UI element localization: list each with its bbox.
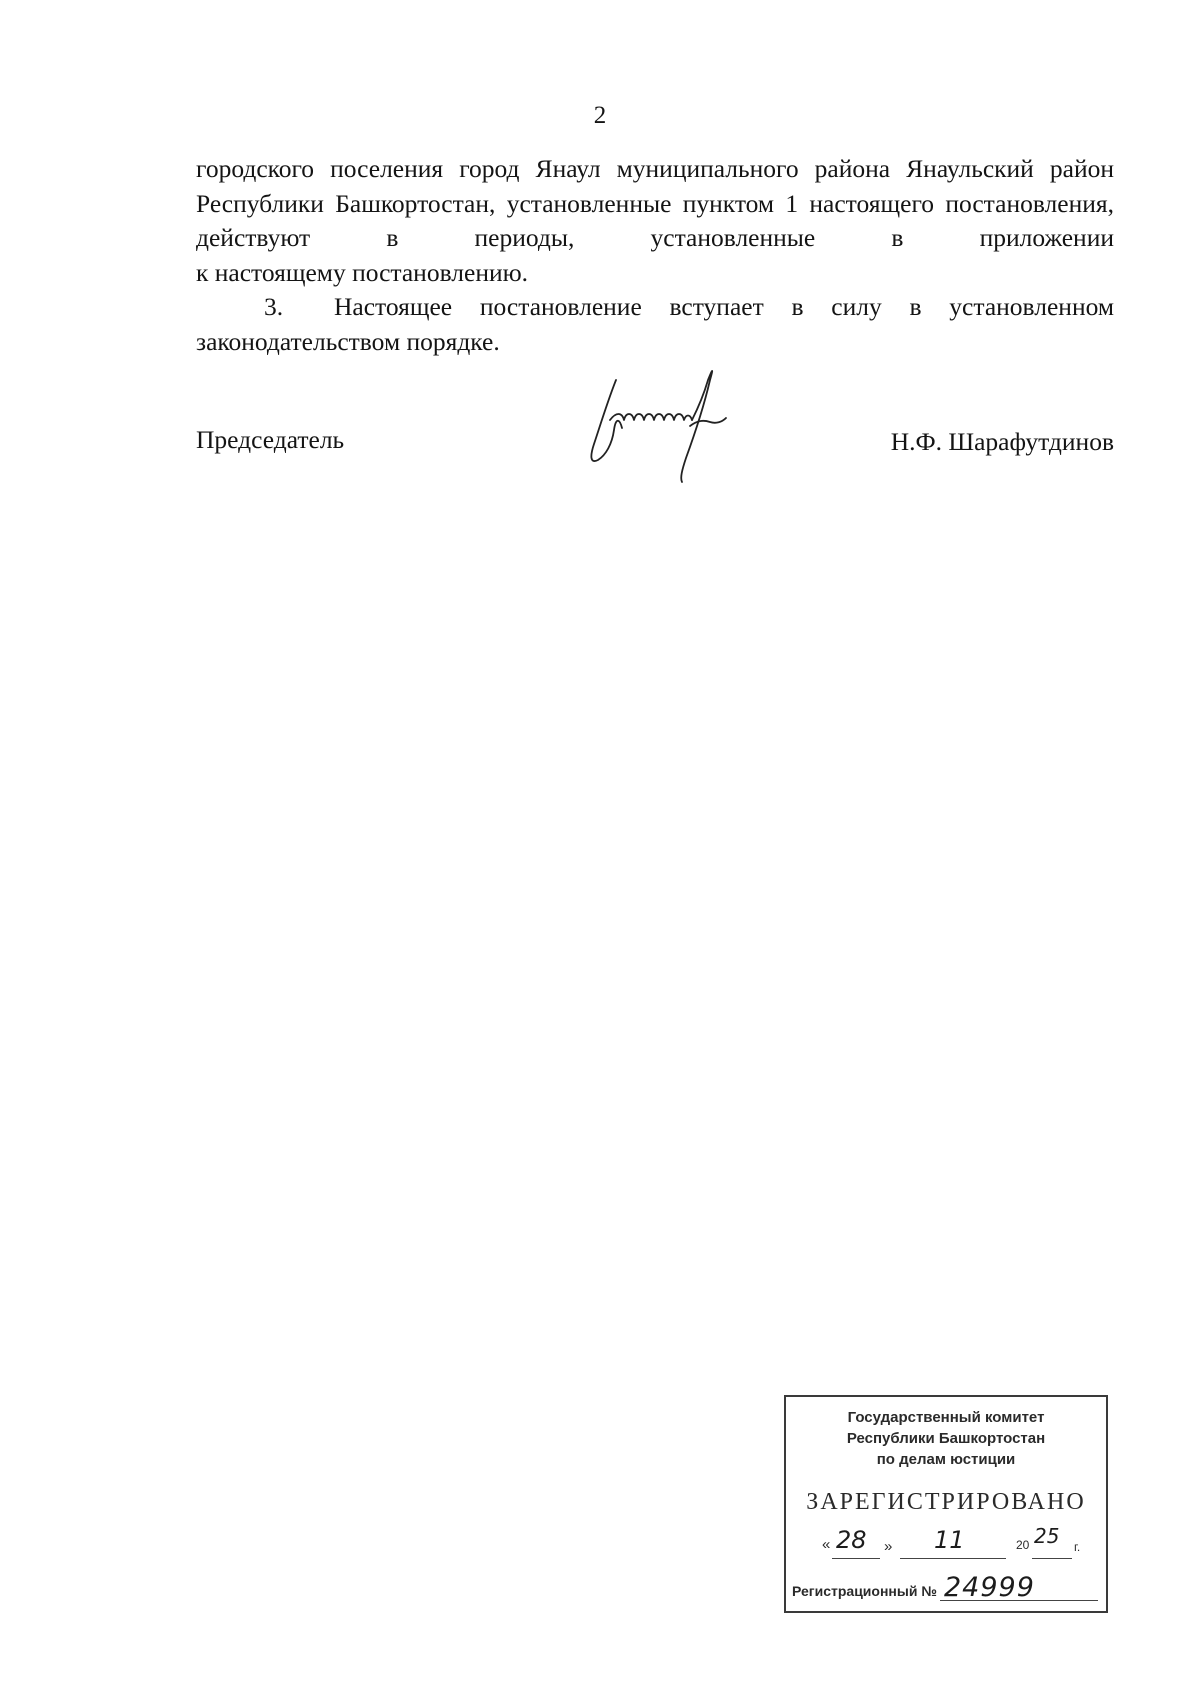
body-text (196, 152, 1114, 359)
stamp-reg-label: Регистрационный № (792, 1583, 937, 1599)
stamp-year-mark: г. (1074, 1540, 1081, 1554)
stamp-date-close-quote: » (884, 1538, 893, 1555)
page-number: 2 (593, 102, 607, 129)
stamp-registration (792, 1573, 1104, 1603)
item-number: 3. (264, 292, 284, 321)
stamp-organization (786, 1407, 1106, 1470)
signatory-name: Н.Ф. Шарафутдинов (890, 427, 1114, 456)
paragraph-continuation: городского поселения город Янаул муниципального района Янаульский район Республики Башкортостан, установленные пунктом 1 настоящего постановления, действуют в периоды, установленные в приложении (196, 154, 1114, 252)
stamp-day: 28 (836, 1526, 867, 1554)
stamp-date-open-quote: « (822, 1536, 831, 1553)
paragraph-continuation-end: к настоящему постановлению. (196, 257, 529, 287)
signatory-title: Председатель (196, 425, 345, 454)
stamp-day-underline (832, 1558, 880, 1559)
stamp-month: 11 (934, 1526, 965, 1554)
stamp-date (822, 1524, 1092, 1560)
stamp-month-underline (900, 1558, 1006, 1559)
stamp-year-prefix: 20 (1016, 1538, 1030, 1552)
stamp-year-suffix: 25 (1034, 1524, 1060, 1548)
stamp-year-underline (1032, 1558, 1072, 1559)
paragraph-item-3 (196, 290, 1114, 359)
stamp-status: ЗАРЕГИСТРИРОВАНО (806, 1489, 1086, 1515)
stamp-org-line: Республики Башкортостан (846, 1430, 1046, 1447)
item-text: Настоящее постановление вступает в силу в установленном законодательством порядке. (196, 292, 1114, 356)
registration-stamp (784, 1395, 1108, 1613)
stamp-reg-number: 24999 (944, 1572, 1035, 1603)
handwritten-signature (586, 360, 736, 500)
stamp-org-line: Государственный комитет (847, 1409, 1045, 1426)
stamp-org-line: по делам юстиции (876, 1451, 1016, 1468)
